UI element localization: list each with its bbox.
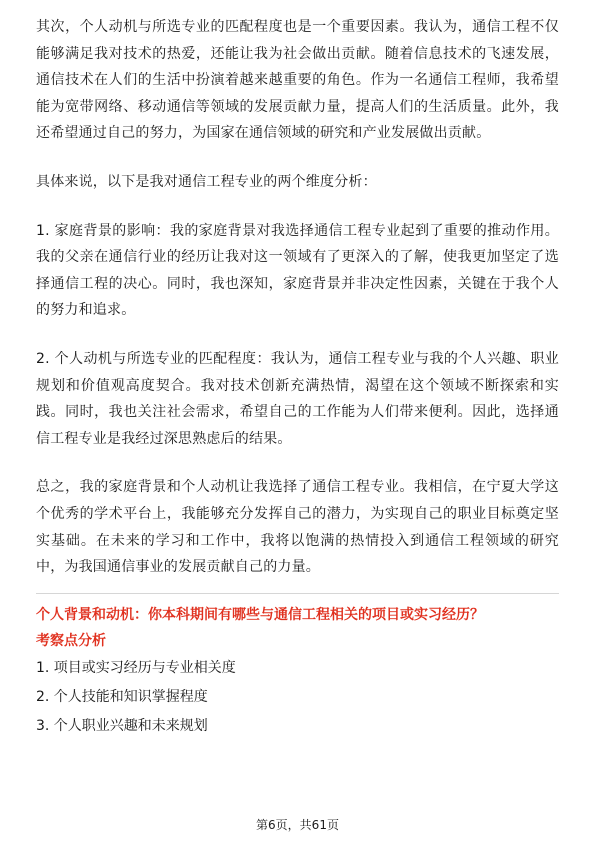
paragraph-family-background: 1. 家庭背景的影响：我的家庭背景对我选择通信工程专业起到了重要的推动作用。我的父亲在通信行业的经历让我对这一领域有了更深入的了解，使我更加坚定了选择通信工程的决心。同时，我也深知，家庭背景并非决定性因素，关键在于我个人的努力和追求。 — [36, 222, 559, 319]
analysis-list — [36, 654, 559, 741]
interview-question: 个人背景和动机：你本科期间有哪些与通信工程相关的项目或实习经历？ — [36, 606, 484, 623]
paragraph-motivation: 其次，个人动机与所选专业的匹配程度也是一个重要因素。我认为，通信工程不仅能够满足我对技术的热爱，还能让我为社会做出贡献。随着信息技术的飞速发展，通信技术在人们的生活中扮演着越来越重要的角色。作为一名通信工程师，我希望能为宽带网络、移动通信等领域的发展贡献力量，提高人们的生活质量。此外，我还希望通过自己的努力，为国家在通信领域的研究和产业发展做出贡献。 — [36, 19, 559, 142]
list-item: 1. 项目或实习经历与专业相关度 — [36, 659, 236, 676]
list-item: 3. 个人职业兴趣和未来规划 — [36, 717, 208, 734]
paragraph-intro-analysis: 具体来说，以下是我对通信工程专业的两个维度分析： — [36, 173, 377, 190]
analysis-heading: 考察点分析 — [36, 632, 106, 649]
list-item: 2. 个人技能和知识掌握程度 — [36, 688, 208, 705]
document-page — [36, 14, 559, 741]
paragraph-conclusion: 总之，我的家庭背景和个人动机让我选择了通信工程专业。我相信，在宁夏大学这个优秀的学术平台上，我能够充分发挥自己的潜力，为实现自己的职业目标奠定坚实基础。在未来的学习和工作中，我将以饱满的热情投入到通信工程领域的研究中，为我国通信事业的发展贡献自己的力量。 — [36, 479, 559, 576]
paragraph-personal-motivation: 2. 个人动机与所选专业的匹配程度：我认为，通信工程专业与我的个人兴趣、职业规划和价值观高度契合。我对技术创新充满热情，渴望在这个领域不断探索和实践。同时，我也关注社会需求，希望自己的工作能为人们带来便利。因此，选择通信工程专业是我经过深思熟虑后的结果。 — [36, 350, 559, 447]
section-divider — [36, 593, 559, 594]
page-footer: 第6页，共61页 — [256, 818, 339, 832]
